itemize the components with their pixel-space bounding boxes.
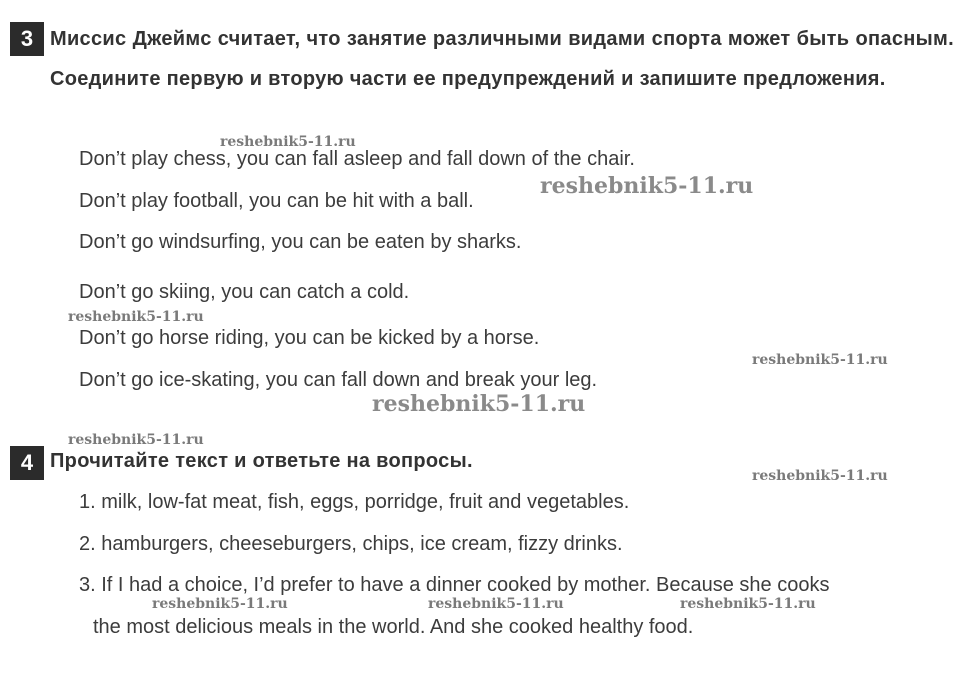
task-3-sentence-6: Don’t go ice-skating, you can fall down and break your leg. <box>79 369 598 391</box>
watermark: reshebnik5-11.ru <box>220 134 356 150</box>
task-3-instruction: Миссис Джеймс считает, что занятие различными видами спорта может быть опасным. Соедините первую и вторую части ее предупреждений и запишите предложения. <box>50 28 954 90</box>
watermark: reshebnik5-11.ru <box>372 391 586 417</box>
task-4-number-badge: 4 <box>10 446 44 480</box>
watermark: reshebnik5-11.ru <box>68 432 204 448</box>
task-4-answer-3-continued: the most delicious meals in the world. And she cooked healthy food. <box>93 616 694 638</box>
watermark: reshebnik5-11.ru <box>752 352 888 368</box>
task-3-sentence-4: Don’t go skiing, you can catch a cold. <box>79 281 410 303</box>
task-3-sentence-3: Don’t go windsurfing, you can be eaten by sharks. <box>79 231 522 253</box>
task-3-sentence-2: Don’t play football, you can be hit with a ball. <box>79 190 474 212</box>
watermark: reshebnik5-11.ru <box>152 596 288 612</box>
watermark: reshebnik5-11.ru <box>540 173 754 199</box>
watermark: reshebnik5-11.ru <box>428 596 564 612</box>
task-4-answer-3: 3. If I had a choice, I’d prefer to have a dinner cooked by mother. Because she cooks <box>79 574 830 596</box>
task-4-answer-1: 1. milk, low-fat meat, fish, eggs, porridge, fruit and vegetables. <box>79 491 630 513</box>
watermark: reshebnik5-11.ru <box>68 309 204 325</box>
watermark: reshebnik5-11.ru <box>752 468 888 484</box>
task-3-sentence-1: Don’t play chess, you can fall asleep and fall down of the chair. <box>79 148 635 170</box>
task-4-answer-2: 2. hamburgers, cheeseburgers, chips, ice cream, fizzy drinks. <box>79 533 623 555</box>
task-4-instruction: Прочитайте текст и ответьте на вопросы. <box>50 450 473 472</box>
task-3-number-badge: 3 <box>10 22 44 56</box>
task-3-sentence-5: Don’t go horse riding, you can be kicked by a horse. <box>79 327 540 349</box>
watermark: reshebnik5-11.ru <box>680 596 816 612</box>
